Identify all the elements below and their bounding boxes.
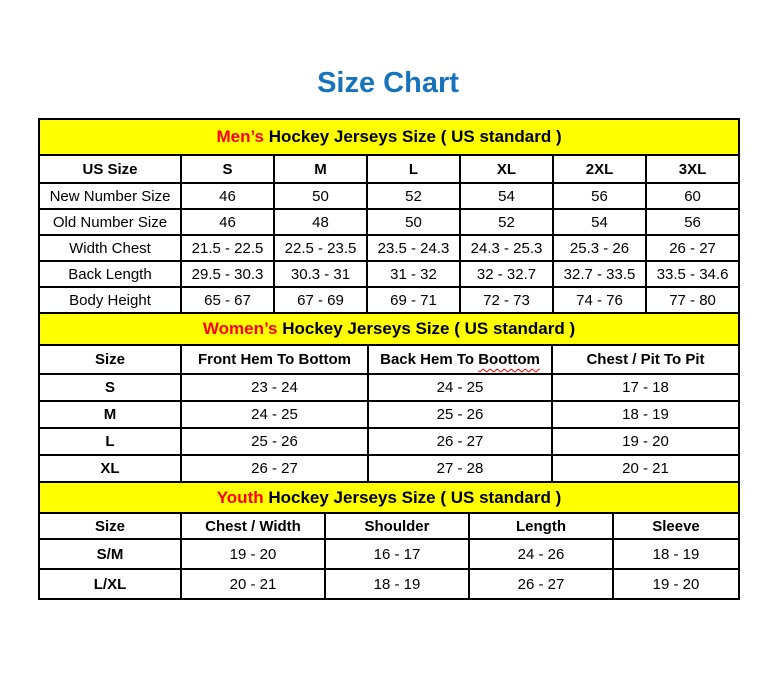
value-cell: 19 - 20 xyxy=(181,539,325,569)
value-cell: 56 xyxy=(646,209,739,235)
value-cell: 46 xyxy=(181,183,274,209)
value-cell: 18 - 19 xyxy=(552,401,739,428)
row-label: Width Chest xyxy=(39,235,181,261)
value-cell: 19 - 20 xyxy=(552,428,739,455)
column-header: Front Hem To Bottom xyxy=(181,345,368,374)
value-cell: 54 xyxy=(553,209,646,235)
youth-banner xyxy=(39,482,739,513)
column-header: Shoulder xyxy=(325,513,469,539)
row-label: L xyxy=(39,428,181,455)
value-cell: 27 - 28 xyxy=(368,455,552,482)
column-header: Chest / Pit To Pit xyxy=(552,345,739,374)
value-cell: 72 - 73 xyxy=(460,287,553,313)
value-cell: 26 - 27 xyxy=(368,428,552,455)
value-cell: 20 - 21 xyxy=(552,455,739,482)
value-cell: 19 - 20 xyxy=(613,569,739,599)
value-cell: 21.5 - 22.5 xyxy=(181,235,274,261)
row-label: New Number Size xyxy=(39,183,181,209)
table-row xyxy=(39,428,739,455)
value-cell: 25.3 - 26 xyxy=(553,235,646,261)
table-row xyxy=(39,455,739,482)
value-cell: 25 - 26 xyxy=(181,428,368,455)
womens-banner-row xyxy=(39,313,739,345)
value-cell: 23 - 24 xyxy=(181,374,368,401)
mens-column-header-row xyxy=(39,155,739,183)
misspelled-word: Boottom xyxy=(478,351,540,368)
value-cell: 29.5 - 30.3 xyxy=(181,261,274,287)
table-row xyxy=(39,539,739,569)
mens-size-table xyxy=(38,118,740,314)
value-cell: 67 - 69 xyxy=(274,287,367,313)
value-cell: 24 - 26 xyxy=(469,539,613,569)
column-header: 3XL xyxy=(646,155,739,183)
table-row xyxy=(39,374,739,401)
row-label: Body Height xyxy=(39,287,181,313)
value-cell: 26 - 27 xyxy=(181,455,368,482)
row-label: XL xyxy=(39,455,181,482)
womens-banner xyxy=(39,313,739,345)
column-header: Sleeve xyxy=(613,513,739,539)
value-cell: 32 - 32.7 xyxy=(460,261,553,287)
value-cell: 48 xyxy=(274,209,367,235)
value-cell: 52 xyxy=(367,183,460,209)
value-cell: 16 - 17 xyxy=(325,539,469,569)
row-label: Old Number Size xyxy=(39,209,181,235)
banner-text: Hockey Jerseys Size ( US standard ) xyxy=(264,127,562,146)
value-cell: 18 - 19 xyxy=(325,569,469,599)
banner-highlight: Men’s xyxy=(216,127,264,146)
value-cell: 69 - 71 xyxy=(367,287,460,313)
value-cell: 24.3 - 25.3 xyxy=(460,235,553,261)
value-cell: 25 - 26 xyxy=(368,401,552,428)
value-cell: 46 xyxy=(181,209,274,235)
row-label: L/XL xyxy=(39,569,181,599)
womens-column-header-row xyxy=(39,345,739,374)
column-header: Chest / Width xyxy=(181,513,325,539)
banner-highlight: Youth xyxy=(216,487,264,507)
table-row xyxy=(39,235,739,261)
row-label: M xyxy=(39,401,181,428)
table-row xyxy=(39,401,739,428)
value-cell: 50 xyxy=(274,183,367,209)
column-header: S xyxy=(181,155,274,183)
value-cell: 65 - 67 xyxy=(181,287,274,313)
row-label: S xyxy=(39,374,181,401)
value-cell: 20 - 21 xyxy=(181,569,325,599)
value-cell: 33.5 - 34.6 xyxy=(646,261,739,287)
value-cell: 54 xyxy=(460,183,553,209)
table-row xyxy=(39,569,739,599)
row-label: Back Length xyxy=(39,261,181,287)
table-row xyxy=(39,261,739,287)
value-cell: 30.3 - 31 xyxy=(274,261,367,287)
value-cell: 17 - 18 xyxy=(552,374,739,401)
youth-banner-row xyxy=(39,482,739,513)
value-cell: 24 - 25 xyxy=(368,374,552,401)
row-label: S/M xyxy=(39,539,181,569)
banner-highlight: Women’s xyxy=(202,319,278,338)
mens-banner-row xyxy=(39,119,739,155)
banner-text: Hockey Jerseys Size ( US standard ) xyxy=(277,319,576,338)
value-cell: 23.5 - 24.3 xyxy=(367,235,460,261)
value-cell: 31 - 32 xyxy=(367,261,460,287)
column-header: Length xyxy=(469,513,613,539)
table-row xyxy=(39,287,739,313)
value-cell: 50 xyxy=(367,209,460,235)
column-header: L xyxy=(367,155,460,183)
value-cell: 77 - 80 xyxy=(646,287,739,313)
column-header: XL xyxy=(460,155,553,183)
table-row xyxy=(39,209,739,235)
column-header: Back Hem To Boottom xyxy=(368,345,552,374)
column-header: Size xyxy=(39,345,181,374)
banner-text: Hockey Jerseys Size ( US standard ) xyxy=(263,487,562,507)
column-header: Size xyxy=(39,513,181,539)
value-cell: 18 - 19 xyxy=(613,539,739,569)
youth-size-table xyxy=(38,481,740,600)
table-row xyxy=(39,183,739,209)
value-cell: 56 xyxy=(553,183,646,209)
youth-column-header-row xyxy=(39,513,739,539)
womens-size-table xyxy=(38,312,740,483)
page-title: Size Chart xyxy=(317,67,459,99)
value-cell: 52 xyxy=(460,209,553,235)
value-cell: 26 - 27 xyxy=(469,569,613,599)
mens-banner xyxy=(39,119,739,155)
value-cell: 32.7 - 33.5 xyxy=(553,261,646,287)
value-cell: 74 - 76 xyxy=(553,287,646,313)
size-tables xyxy=(38,118,738,600)
column-header: US Size xyxy=(39,155,181,183)
value-cell: 26 - 27 xyxy=(646,235,739,261)
value-cell: 60 xyxy=(646,183,739,209)
value-cell: 22.5 - 23.5 xyxy=(274,235,367,261)
column-header: M xyxy=(274,155,367,183)
value-cell: 24 - 25 xyxy=(181,401,368,428)
column-header: 2XL xyxy=(553,155,646,183)
